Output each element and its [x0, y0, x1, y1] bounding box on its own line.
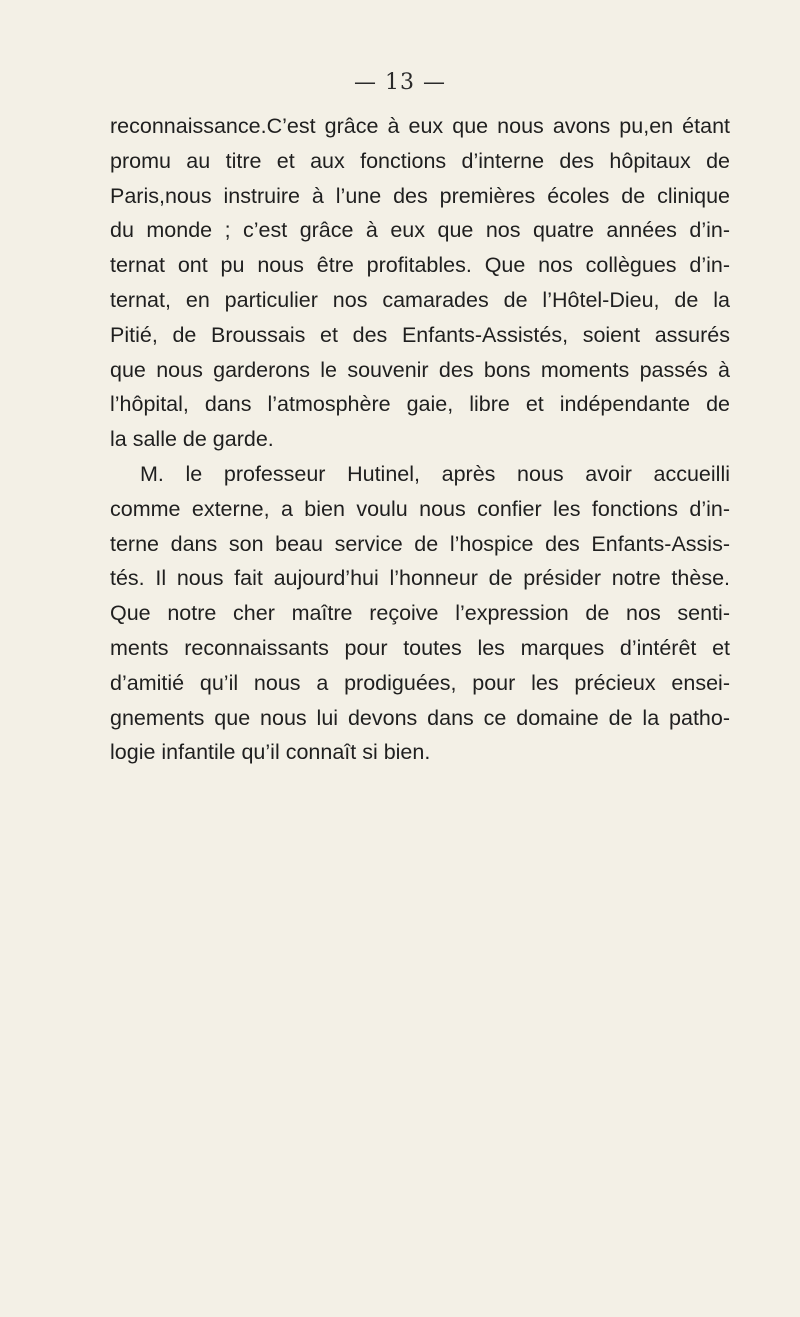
text-line: du monde ; c’est grâce à eux que nos quatre années d’in-: [110, 218, 730, 243]
paragraph-2: [110, 457, 730, 770]
paragraph-1: [110, 109, 730, 457]
text-line: ternat, en particulier nos camarades de l’Hôtel-Dieu, de la: [110, 287, 730, 312]
text-line: d’amitié qu’il nous a prodiguées, pour les précieux ensei-: [110, 670, 730, 695]
text-line: que nous garderons le souvenir des bons moments passés à: [110, 357, 730, 382]
text-line: comme externe, a bien voulu nous confier les fonctions d’in-: [110, 496, 730, 521]
text-line: gnements que nous lui devons dans ce domaine de la patho-: [110, 705, 730, 730]
text-line: promu au titre et aux fonctions d’interne des hôpitaux de: [110, 148, 730, 173]
text-line: ternat ont pu nous être profitables. Que nos collègues d’in-: [110, 253, 730, 278]
text-line: reconnaissance.C’est grâce à eux que nous avons pu,en étant: [110, 114, 730, 138]
text-line: logie infantile qu’il connaît si bien.: [110, 740, 431, 765]
body-text: [110, 109, 730, 770]
text-line: Pitié, de Broussais et des Enfants-Assistés, soient assurés: [110, 322, 730, 347]
text-line: la salle de garde.: [110, 427, 274, 452]
text-line: Paris,nous instruire à l’une des premières écoles de clinique: [110, 183, 730, 208]
text-line: l’hôpital, dans l’atmosphère gaie, libre et indépendante de: [110, 392, 730, 417]
text-line: terne dans son beau service de l’hospice des Enfants-Assis-: [110, 531, 730, 556]
text-line: ments reconnaissants pour toutes les marques d’intérêt et: [110, 635, 730, 660]
text-line: tés. Il nous fait aujourd’hui l’honneur de présider notre thèse.: [110, 566, 730, 591]
page-number: — 13 —: [354, 70, 446, 95]
text-line: Que notre cher maître reçoive l’expression de nos senti-: [110, 601, 730, 626]
text-line: M. le professeur Hutinel, après nous avoir accueilli: [140, 461, 730, 486]
